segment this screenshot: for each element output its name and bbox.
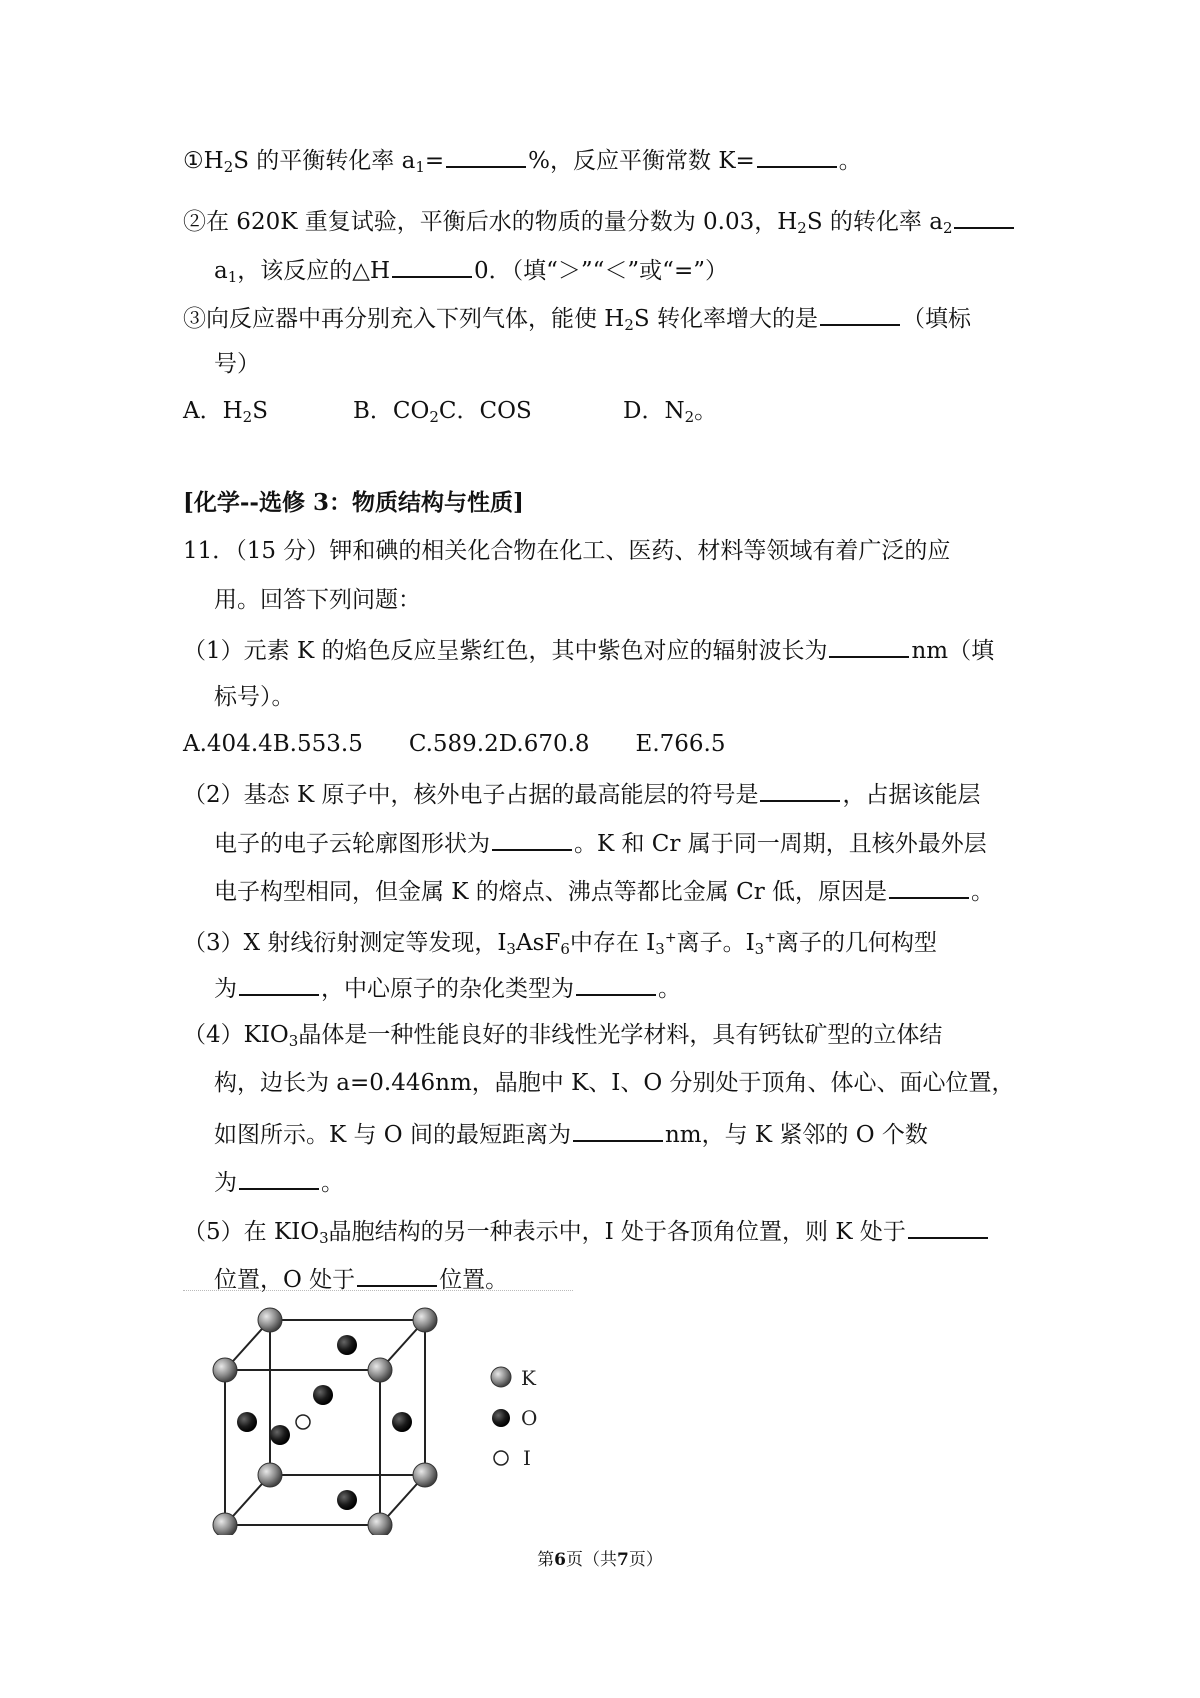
- answer-blank: [908, 1213, 988, 1239]
- q11-part4: $(4)KIO_3$晶体是一种性能良好的非线性光学材料，具有钙钛矿型的立体结: [183, 1022, 943, 1050]
- q11-stem-cont: 用。回答下列问题：: [214, 587, 421, 613]
- legend-i-label: I: [523, 1446, 531, 1470]
- answer-blank: [820, 300, 900, 326]
- kio3-unit-cell-figure: [205, 1305, 565, 1535]
- answer-blank: [357, 1261, 437, 1287]
- q11-part1-options: A.404.4B.553.5 C.589.2D.670.8 E.766.5: [183, 731, 726, 757]
- q11-stem: 11．（15 分）钾和碘的相关化合物在化工、医药、材料等领域有着广泛的应: [183, 538, 951, 564]
- section-title: [化学--选修 3：物质结构与性质]: [183, 489, 524, 516]
- answer-blank: [829, 632, 909, 658]
- answer-blank: [392, 252, 472, 278]
- q10-options: A．$H_2S$ B．$CO_2C$．COS D．$N_2$。: [183, 398, 718, 426]
- answer-blank: [760, 776, 840, 802]
- answer-blank: [573, 1116, 663, 1142]
- q11-part1-cont: 标号）。: [214, 684, 295, 710]
- q11-part5-cont: 位置，O 处于 位置。: [214, 1261, 508, 1296]
- answer-blank: [239, 970, 319, 996]
- q11-part5: （5）在 $KIO_3$晶胞结构的另一种表示中，I 处于各顶角位置，则 K 处于: [183, 1213, 990, 1254]
- answer-blank: [576, 970, 656, 996]
- i-atom: [296, 1415, 310, 1429]
- answer-blank: [757, 142, 837, 168]
- answer-blank: [239, 1164, 319, 1190]
- q10-part2-cont: $a_1$，该反应的△H 0．（填“＞”“＜”或“=”）: [214, 252, 728, 293]
- answer-blank: [492, 825, 572, 851]
- q11-part2-cont1: 电子的电子云轮廓图形状为 。K 和 Cr 属于同一周期，且核外最外层: [214, 825, 987, 860]
- q11-part4-cont1: 构，边长为 a=0.446nm，晶胞中 K、I、O 分别处于顶角、体心、面心位置，: [214, 1070, 1015, 1096]
- q11-part3: （3）X 射线衍射测定等发现，$I_3AsF_6$中存在 $I_3^+$离子。$I_3^+$离子的几何构型: [183, 930, 937, 958]
- q10-part3: ③向反应器中再分别充入下列气体，能使 $H_2S$ 转化率增大的是 （填标: [183, 300, 971, 341]
- legend-o-marker: [492, 1409, 510, 1427]
- q11-part4-cont3: 为 。: [214, 1164, 344, 1199]
- figure-legend: [491, 1366, 537, 1470]
- q10-part2: ②在 620K 重复试验，平衡后水的物质的量分数为 0.03，$H_2S$ 的转化率 $a_2$: [183, 203, 1016, 244]
- legend-i-marker: [494, 1451, 508, 1465]
- legend-k-marker: [491, 1367, 511, 1387]
- answer-blank: [954, 203, 1014, 229]
- q11-part2-cont2: 电子构型相同，但金属 K 的熔点、沸点等都比金属 Cr 低，原因是 。: [214, 873, 994, 908]
- legend-o-label: O: [521, 1406, 538, 1430]
- q11-part1: （1）元素 K 的焰色反应呈紫红色，其中紫色对应的辐射波长为 nm（填: [183, 632, 994, 667]
- q11-part3-cont: 为 ，中心原子的杂化类型为 。: [214, 970, 681, 1005]
- q10-part1: $①H_2S$ 的平衡转化率 $a_1=$ %，反应平衡常数 K= 。: [183, 142, 862, 183]
- dotted-separator: [183, 1290, 573, 1291]
- q11-part2: （2）基态 K 原子中，核外电子占据的最高能层的符号是 ，占据该能层: [183, 776, 980, 811]
- q10-part3-cont: 号）: [214, 351, 260, 377]
- legend-k-label: K: [521, 1366, 536, 1390]
- answer-blank: [889, 873, 969, 899]
- page-footer: 第6页（共7页）: [537, 1550, 663, 1570]
- q11-part4-cont2: 如图所示。K 与 O 间的最短距离为 nm，与 K 紧邻的 O 个数: [214, 1116, 928, 1151]
- answer-blank: [446, 142, 526, 168]
